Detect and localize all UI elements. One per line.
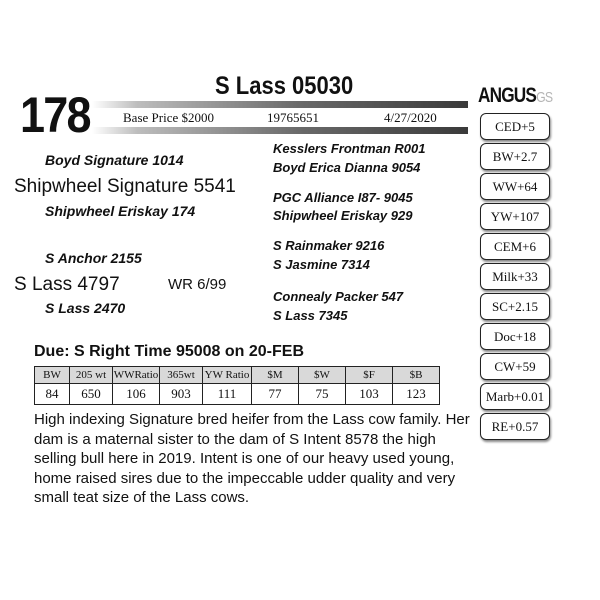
dam-dam-sire: Connealy Packer 547 [273,289,404,304]
stat-header: 205 wt [70,367,113,384]
stat-value: 111 [203,384,252,405]
sire-sire-dam: Boyd Erica Dianna 9054 [273,160,421,175]
stat-value: 84 [35,384,70,405]
dam-sire: S Anchor 2155 [45,250,142,266]
performance-value-row [35,384,440,405]
header-bar-bottom [92,127,468,134]
dam-sire-dam: S Jasmine 7314 [273,257,370,272]
stat-header: WWRatio [113,367,160,384]
sire-dam-dam: Shipwheel Eriskay 929 [273,208,413,223]
epd-yw: YW+107 [480,203,550,230]
epd-ced: CED+5 [480,113,550,140]
epd-bw: BW+2.7 [480,143,550,170]
epd-sc: SC+2.15 [480,293,550,320]
header-bar-top [92,101,468,108]
base-price: Base Price $2000 [123,110,214,125]
epd-milk: Milk+33 [480,263,550,290]
dam-sire-sire: S Rainmaker 9216 [273,238,385,253]
stat-header: 365wt [160,367,203,384]
birth-date: 4/27/2020 [384,110,437,125]
epd-ww: WW+64 [480,173,550,200]
registration-number: 19765651 [267,110,319,125]
epd-marb: Marb+0.01 [480,383,550,410]
stat-value: 123 [393,384,440,405]
epd-cw: CW+59 [480,353,550,380]
lot-number: 178 [20,87,90,143]
stat-header: $W [299,367,346,384]
stat-value: 75 [299,384,346,405]
breed-logo-suffix: GS [536,89,553,106]
stat-value: 77 [252,384,299,405]
animal-name: S Lass 05030 [215,72,354,100]
performance-table [34,366,440,405]
epd-re: RE+0.57 [480,413,550,440]
sire-dam-sire: PGC Alliance I87- 9045 [273,190,413,205]
dam: S Lass 4797 [14,274,120,295]
sire-sire: Boyd Signature 1014 [45,152,184,168]
stat-value: 903 [160,384,203,405]
stat-header: $B [393,367,440,384]
stat-header: $F [346,367,393,384]
dam-weaning-ratio: WR 6/99 [168,276,227,293]
due-date: Due: S Right Time 95008 on 20-FEB [34,343,304,360]
performance-header-row [35,367,440,384]
sire-sire-sire: Kesslers Frontman R001 [273,141,426,156]
lot-description: High indexing Signature bred heifer from the Lass cow family. Her dam is a maternal sister to the dam of S Intent 8578 the high selling bull here in 2019. Intent is one of our heavy used young, home raised sires due to the impeccable udder quality and very small teat size of the Lass cows. [34,411,470,506]
stat-header: YW Ratio [203,367,252,384]
stat-header: BW [35,367,70,384]
breed-logo-main: ANGUS [478,84,537,107]
stat-value: 106 [113,384,160,405]
breed-logo [478,84,552,108]
dam-dam-dam: S Lass 7345 [273,308,348,323]
stat-header: $M [252,367,299,384]
sire: Shipwheel Signature 5541 [14,176,236,197]
epd-doc: Doc+18 [480,323,550,350]
dam-dam: S Lass 2470 [45,300,126,316]
epd-cem: CEM+6 [480,233,550,260]
stat-value: 103 [346,384,393,405]
stat-value: 650 [70,384,113,405]
sire-dam: Shipwheel Eriskay 174 [45,203,196,219]
